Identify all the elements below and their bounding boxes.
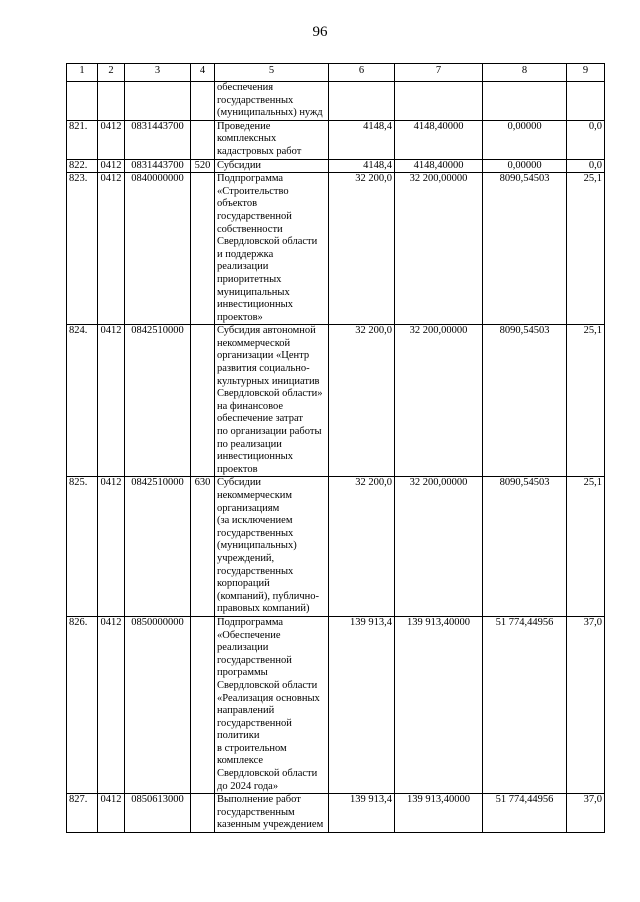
amount-cell: 32 200,0 [329,325,395,477]
amount-cell: 51 774,44956 [483,794,567,833]
percent-cell: 0,0 [567,120,605,159]
page-number: 96 [312,24,328,40]
expense-type-cell [191,82,215,121]
table-row [67,794,605,833]
column-header: 8 [483,64,567,82]
amount-cell: 4148,4 [329,120,395,159]
amount-cell: 0,00000 [483,159,567,173]
section-code-cell: 0412 [98,120,125,159]
section-code-cell: 0412 [98,477,125,617]
amount-cell [329,82,395,121]
amount-cell: 32 200,00000 [395,477,483,617]
row-number-cell: 826. [67,616,98,793]
amount-cell: 32 200,0 [329,477,395,617]
target-code-cell: 0850613000 [125,794,191,833]
amount-cell: 51 774,44956 [483,616,567,793]
item-name-cell: обеспечения государственных (муниципальных) нужд [215,82,329,121]
column-header: 7 [395,64,483,82]
amount-cell: 4148,4 [329,159,395,173]
column-header: 2 [98,64,125,82]
target-code-cell: 0850000000 [125,616,191,793]
item-name-cell: Выполнение работ государственным казенным учреждением [215,794,329,833]
row-number-cell: 827. [67,794,98,833]
target-code-cell: 0840000000 [125,173,191,325]
table-row [67,159,605,173]
amount-cell: 32 200,0 [329,173,395,325]
expense-type-cell: 520 [191,159,215,173]
section-code-cell: 0412 [98,173,125,325]
table-row [67,616,605,793]
percent-cell: 25,1 [567,173,605,325]
amount-cell: 32 200,00000 [395,173,483,325]
amount-cell: 0,00000 [483,120,567,159]
column-header: 9 [567,64,605,82]
amount-cell: 8090,54503 [483,477,567,617]
expense-type-cell [191,120,215,159]
amount-cell: 139 913,40000 [395,616,483,793]
column-header: 5 [215,64,329,82]
percent-cell: 37,0 [567,616,605,793]
table-row [67,173,605,325]
column-header: 4 [191,64,215,82]
column-header: 1 [67,64,98,82]
item-name-cell: Подпрограмма «Строительство объектов государственной собственности Свердловской области и поддержка реализации приоритетных муниципальных инвестиционных проектов» [215,173,329,325]
item-name-cell: Субсидия автономной некоммерческой организации «Центр развития социально- культурных инициатив Свердловской области» на финансовое обеспечение затрат по организации работы по реализации инвестиционных проектов [215,325,329,477]
expense-type-cell [191,616,215,793]
expense-type-cell [191,794,215,833]
amount-cell: 8090,54503 [483,325,567,477]
expense-type-cell [191,325,215,477]
item-name-cell: Субсидии некоммерческим организациям (за исключением государственных (муниципальных) учреждений, государственных корпораций (компаний), публично- правовых компаний) [215,477,329,617]
section-code-cell [98,82,125,121]
amount-cell: 4148,40000 [395,159,483,173]
budget-table [66,63,605,833]
section-code-cell: 0412 [98,325,125,477]
row-number-cell: 824. [67,325,98,477]
expense-type-cell: 630 [191,477,215,617]
row-number-cell [67,82,98,121]
target-code-cell [125,82,191,121]
percent-cell: 37,0 [567,794,605,833]
row-number-cell: 825. [67,477,98,617]
column-header: 6 [329,64,395,82]
amount-cell [483,82,567,121]
section-code-cell: 0412 [98,616,125,793]
item-name-cell: Проведение комплексных кадастровых работ [215,120,329,159]
item-name-cell: Субсидии [215,159,329,173]
amount-cell: 32 200,00000 [395,325,483,477]
percent-cell [567,82,605,121]
percent-cell: 25,1 [567,325,605,477]
header-row [67,64,605,82]
amount-cell: 139 913,4 [329,616,395,793]
amount-cell: 4148,40000 [395,120,483,159]
target-code-cell: 0831443700 [125,159,191,173]
table-row [67,477,605,617]
table-row [67,325,605,477]
expense-type-cell [191,173,215,325]
percent-cell: 25,1 [567,477,605,617]
amount-cell [395,82,483,121]
table-row [67,82,605,121]
percent-cell: 0,0 [567,159,605,173]
item-name-cell: Подпрограмма «Обеспечение реализации государственной программы Свердловской области «Реализация основных направлений государственной политики в строительном комплексе Свердловской области до 2024 года» [215,616,329,793]
amount-cell: 139 913,4 [329,794,395,833]
target-code-cell: 0831443700 [125,120,191,159]
target-code-cell: 0842510000 [125,325,191,477]
column-header: 3 [125,64,191,82]
row-number-cell: 822. [67,159,98,173]
section-code-cell: 0412 [98,159,125,173]
amount-cell: 139 913,40000 [395,794,483,833]
section-code-cell: 0412 [98,794,125,833]
table-row [67,120,605,159]
amount-cell: 8090,54503 [483,173,567,325]
row-number-cell: 821. [67,120,98,159]
target-code-cell: 0842510000 [125,477,191,617]
row-number-cell: 823. [67,173,98,325]
